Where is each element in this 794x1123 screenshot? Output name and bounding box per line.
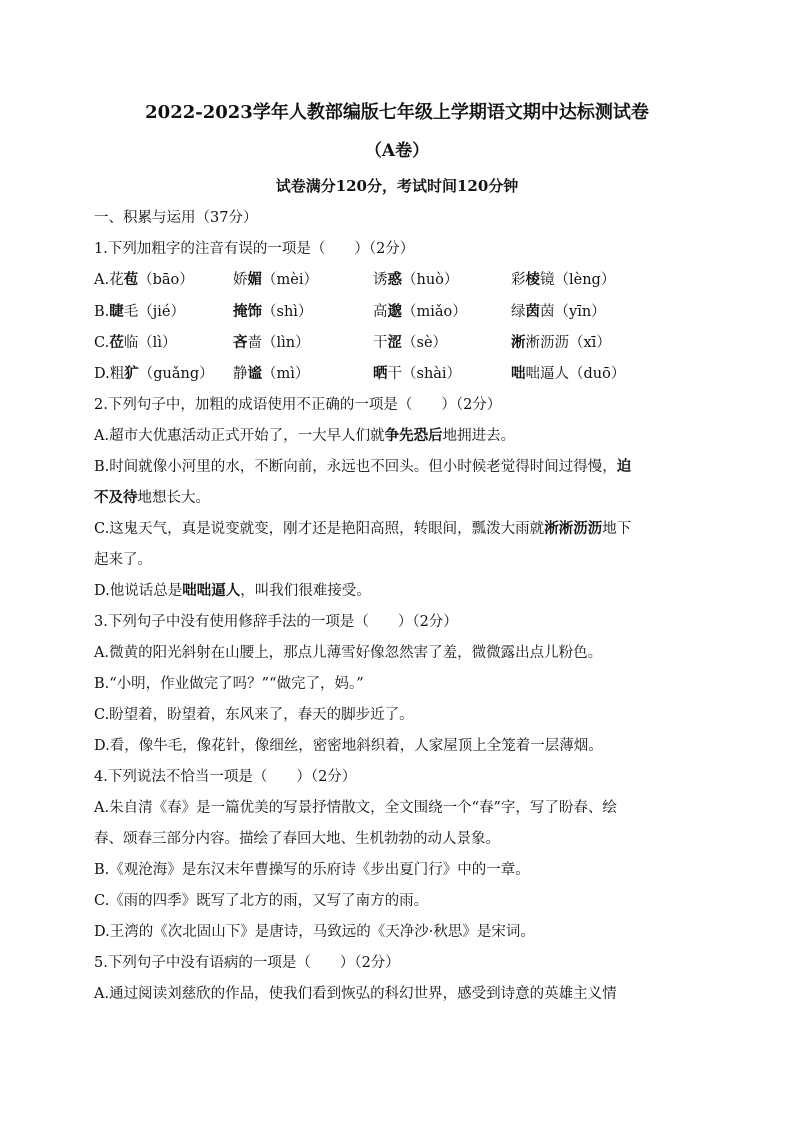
q4-option-c: C.《雨的四季》既写了北方的雨，又写了南方的雨。 <box>94 893 429 909</box>
exam-title: 2022-2023学年人教部编版七年级上学期语文期中达标测试卷 <box>145 102 649 123</box>
q2-option-b-line2: 不及待地想长大。 <box>94 489 210 506</box>
q1-a-item1: A.花苞（bāo） <box>94 271 194 288</box>
q1-d-item1: D.粗犷（guǎng） <box>94 365 214 382</box>
q2-option-b-line1: B.时间就像小河里的水，不断向前，永远也不回头。但小时候老觉得时间过得慢，迫 <box>94 458 632 475</box>
q1-c-item1: C.莅临（lì） <box>94 334 177 351</box>
q2-option-d: D.他说话总是咄咄逼人，叫我们很难接受。 <box>94 582 371 599</box>
q1-b-item3: 高邈（miǎo） <box>373 303 467 320</box>
section-heading: 一、积累与运用（37分） <box>94 210 258 226</box>
q2-option-a: A.超市大优惠活动正式开始了，一大早人们就争先恐后地拥进去。 <box>94 427 516 444</box>
exam-meta: 试卷满分120分，考试时间120分钟 <box>275 177 519 195</box>
q1-c-item3: 干涩（sè） <box>373 334 448 351</box>
q1-b-item2: 掩饰（shì） <box>233 303 313 320</box>
q2-stem: 2.下列句子中，加粗的成语使用不正确的一项是（ ）（2分） <box>94 397 502 413</box>
q1-d-item2: 静谧（mì） <box>233 365 310 382</box>
q4-option-d: D.王湾的《次北固山下》是唐诗，马致远的《天净沙·秋思》是宋词。 <box>94 924 535 940</box>
q1-a-item2: 娇媚（mèi） <box>233 271 318 288</box>
q1-d-item3: 晒干（shài） <box>373 365 462 382</box>
q1-a-item3: 诱惑（huò） <box>373 271 459 288</box>
q2-option-c-line2: 起来了。 <box>94 552 152 568</box>
q4-stem: 4.下列说法不恰当一项是（ ）（2分） <box>94 769 357 785</box>
q3-option-d: D.看，像牛毛，像花针，像细丝，密密地斜织着，人家屋顶上全笼着一层薄烟。 <box>94 738 603 754</box>
q1-a-item4: 彩棱镜（lèng） <box>511 271 616 288</box>
q5-stem: 5.下列句子中没有语病的一项是（ ）（2分） <box>94 955 400 971</box>
q3-option-a: A.微黄的阳光斜射在山腰上，那点儿薄雪好像忽然害了羞，微微露出点儿粉色。 <box>94 645 603 661</box>
q1-d-item4: 咄咄逼人（duō） <box>511 365 626 382</box>
q4-option-b: B.《观沧海》是东汉末年曹操写的乐府诗《步出夏门行》中的一章。 <box>94 862 530 878</box>
q4-option-a-line2: 春、颂春三部分内容。描绘了春回大地、生机勃勃的动人景象。 <box>94 831 500 847</box>
q1-b-item4: 绿茵茵（yīn） <box>511 303 606 320</box>
q3-option-c: C.盼望着，盼望着，东风来了，春天的脚步近了。 <box>94 707 414 723</box>
q3-option-b: B.“小明，作业做完了吗？”“做完了，妈。” <box>94 676 364 692</box>
q1-c-item2: 吝啬（lìn） <box>233 334 310 351</box>
q2-option-c-line1: C.这鬼天气，真是说变就变，刚才还是艳阳高照，转眼间，瓢泼大雨就淅淅沥沥地下 <box>94 520 632 537</box>
q1-stem: 1.下列加粗字的注音有误的一项是（ ）（2分） <box>94 241 415 257</box>
q1-c-item4: 淅淅沥沥（xī） <box>511 334 611 351</box>
exam-subtitle: （A卷） <box>364 141 430 161</box>
q4-option-a-line1: A.朱自清《春》是一篇优美的写景抒情散文，全文围绕一个“春”字，写了盼春、绘 <box>94 800 617 816</box>
q1-b-item1: B.睫毛（jié） <box>94 303 185 320</box>
q5-option-a-line1: A.通过阅读刘慈欣的作品，使我们看到恢弘的科幻世界，感受到诗意的英雄主义情 <box>94 986 617 1002</box>
q3-stem: 3.下列句子中没有使用修辞手法的一项是（ ）（2分） <box>94 614 458 630</box>
